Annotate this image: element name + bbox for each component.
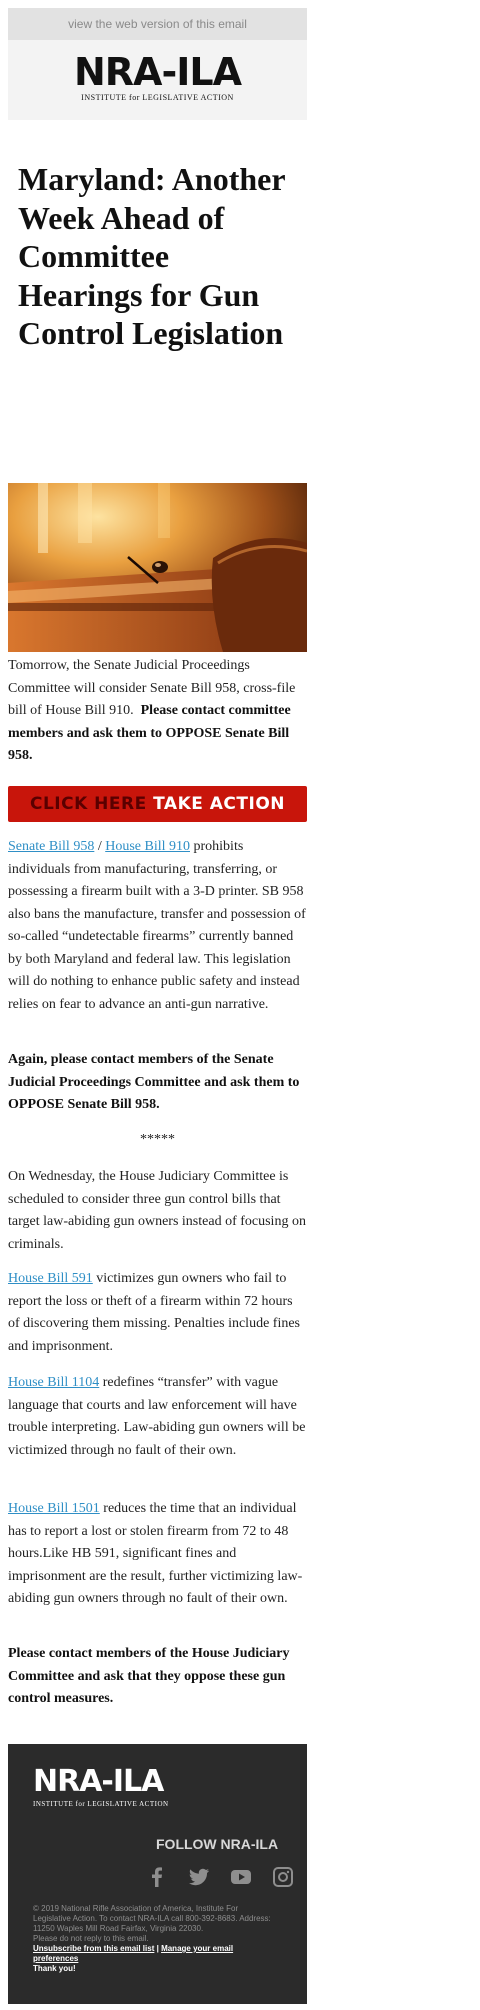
footer	[8, 1744, 307, 2004]
footer-logo-wordmark: NRA-ILA	[33, 1764, 164, 1799]
closing-text: Please contact members of the House Judiciary Committee and ask that they oppose these gun control measures.	[8, 1646, 290, 1706]
hero-image	[8, 483, 307, 652]
web-version-link[interactable]: view the web version of this email	[68, 17, 247, 31]
hb1104-text: redefines “transfer” with vague language that courts and law enforcement will have trouble interpreting. Law-abiding gun owners will be victimized through no fault of their own.	[8, 1375, 306, 1458]
house-bill-591-link[interactable]: House Bill 591	[8, 1271, 93, 1286]
web-version-bar	[8, 8, 307, 40]
sb958-text: prohibits individuals from manufacturing, transferring, or possessing a firearm built with a 3-D printer. SB 958 also bans the manufacture, transfer and possession of so-called “undetectable firearms” currently banned by both Maryland and federal law. This legislation will do nothing to enhance public safety and instead relies on fear to advance an anti-gun narrative.	[8, 839, 306, 1012]
take-action-button[interactable]	[8, 786, 307, 822]
again-paragraph	[8, 1049, 307, 1117]
take-action-label: TAKE ACTION	[153, 794, 286, 814]
unsubscribe-link[interactable]: Unsubscribe from this email list	[33, 1944, 155, 1953]
subscription-links	[33, 1944, 273, 1964]
senate-bill-958-link[interactable]: Senate Bill 958	[8, 839, 95, 854]
social-links	[146, 1866, 294, 1892]
instagram-icon[interactable]	[272, 1866, 294, 1888]
hb1501-text: reduces the time that an individual has to report a lost or stolen firearm from 72 to 48 hours.Like HB 591, significant fines and imprisonment are the result, further victimizing law-abiding gun owners through no fault of their own.	[8, 1501, 303, 1606]
hb591-text: victimizes gun owners who fail to report the loss or theft of a firearm within 72 hours of discovering them missing. Penalties include fines and imprisonment.	[8, 1271, 301, 1354]
sb958-paragraph	[8, 836, 307, 1016]
hb1501-paragraph	[8, 1498, 307, 1611]
legal-text-block	[33, 1904, 273, 1974]
closing-paragraph	[8, 1643, 307, 1711]
copyright-text: © 2019 National Rifle Association of America, Institute For Legislative Action. To contact NRA-ILA call 800-392-8683. Address: 11250 Waples Mill Road Fairfax, Virginia 22030.	[33, 1904, 271, 1933]
logo-tagline: INSTITUTE for LEGISLATIVE ACTION	[81, 93, 234, 102]
page-title: Maryland: Another Week Ahead of Committee Hearings for Gun Control Legislation	[18, 161, 285, 351]
click-here-label: CLICK HERE	[29, 794, 147, 814]
footer-logo[interactable]	[33, 1766, 169, 1810]
again-text: Again, please contact members of the Senate Judicial Proceedings Committee and ask them to OPPOSE Senate Bill 958.	[8, 1052, 300, 1112]
bill-separator: /	[94, 839, 106, 854]
youtube-icon[interactable]	[230, 1866, 252, 1888]
link-separator: |	[154, 1944, 162, 1953]
intro-call-to-action: Please contact committee members and ask them to OPPOSE Senate Bill 958.	[8, 703, 291, 763]
follow-heading: FOLLOW NRA-ILA	[156, 1836, 279, 1852]
house-bill-1104-link[interactable]: House Bill 1104	[8, 1375, 100, 1390]
section-divider: *****	[140, 1132, 175, 1147]
intro-text: Tomorrow, the Senate Judicial Proceedings Committee will consider Senate Bill 958, cross-file bill of House Bill 910.	[8, 658, 296, 718]
manage-preferences-link[interactable]: Manage your email preferences	[33, 1944, 234, 1963]
header-logo-band	[8, 40, 307, 120]
logo-wordmark: NRA-ILA	[73, 50, 241, 94]
intro-paragraph	[8, 655, 307, 768]
house-bill-1501-link[interactable]: House Bill 1501	[8, 1501, 100, 1516]
hb591-paragraph	[8, 1268, 307, 1358]
no-reply-text: Please do not reply to this email.	[33, 1934, 149, 1943]
twitter-icon[interactable]	[188, 1866, 210, 1888]
facebook-icon[interactable]	[146, 1866, 168, 1888]
nra-ila-logo[interactable]	[8, 52, 307, 104]
wednesday-paragraph: On Wednesday, the House Judiciary Committee is scheduled to consider three gun control bills that target law-abiding gun owners instead of focusing on criminals.	[8, 1169, 306, 1252]
house-bill-910-link[interactable]: House Bill 910	[105, 839, 190, 854]
footer-logo-tagline: INSTITUTE for LEGISLATIVE ACTION	[33, 1800, 169, 1808]
thank-you-text: Thank you!	[33, 1964, 76, 1973]
hb1104-paragraph	[8, 1372, 307, 1462]
